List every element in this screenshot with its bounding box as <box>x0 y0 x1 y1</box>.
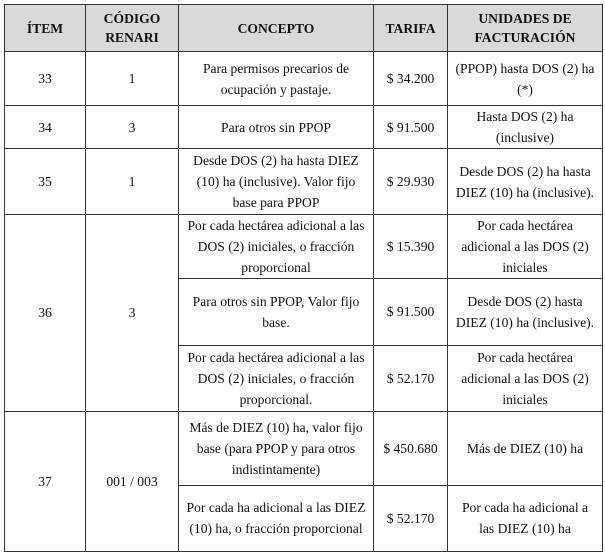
cell-codigo-merged: 001 / 003 <box>86 411 179 551</box>
cell-codigo-merged: 3 <box>86 215 179 411</box>
cell-unidades: Por cada ha adicional a las DIEZ (10) ha <box>448 485 603 551</box>
cell-unidades: Desde DOS (2) ha hasta DIEZ (10) ha (inclusive). <box>448 149 603 215</box>
header-item: ÍTEM <box>5 5 86 52</box>
cell-unidades: Más de DIEZ (10) ha <box>448 411 603 485</box>
cell-codigo: 1 <box>86 149 179 215</box>
table-row <box>5 52 603 106</box>
table-row <box>5 149 603 215</box>
header-codigo: CÓDIGO RENARI <box>86 5 179 52</box>
cell-tarifa: $ 34.200 <box>374 52 448 106</box>
header-unidades: UNIDADES DE FACTURACIÓN <box>448 5 603 52</box>
cell-unidades: (PPOP) hasta DOS (2) ha (*) <box>448 52 603 106</box>
cell-concepto: Para otros sin PPOP, Valor fijo base. <box>179 279 374 345</box>
cell-item: 34 <box>5 106 86 149</box>
cell-concepto: Para otros sin PPOP <box>179 106 374 149</box>
tariff-table <box>4 4 603 552</box>
cell-tarifa: $ 29.930 <box>374 149 448 215</box>
cell-codigo: 3 <box>86 106 179 149</box>
cell-tarifa: $ 91.500 <box>374 106 448 149</box>
cell-concepto: Para permisos precarios de ocupación y pastaje. <box>179 52 374 106</box>
cell-unidades: Por cada hectárea adicional a las DOS (2) iniciales <box>448 215 603 279</box>
cell-tarifa: $ 15.390 <box>374 215 448 279</box>
table-row <box>5 215 603 279</box>
cell-concepto: Por cada hectárea adicional a las DOS (2) iniciales, o fracción proporcional. <box>179 345 374 411</box>
cell-item: 33 <box>5 52 86 106</box>
cell-unidades: Por cada hectárea adicional a las DOS (2) iniciales <box>448 345 603 411</box>
cell-tarifa: $ 450.680 <box>374 411 448 485</box>
table-row <box>5 106 603 149</box>
cell-concepto: Más de DIEZ (10) ha, valor fijo base (para PPOP y para otros indistintamente) <box>179 411 374 485</box>
header-concepto: CONCEPTO <box>179 5 374 52</box>
cell-item: 35 <box>5 149 86 215</box>
cell-tarifa: $ 52.170 <box>374 345 448 411</box>
cell-unidades: Desde DOS (2) hasta DIEZ (10) ha (inclusive). <box>448 279 603 345</box>
header-row <box>5 5 603 52</box>
cell-item-merged: 37 <box>5 411 86 551</box>
cell-concepto: Desde DOS (2) ha hasta DIEZ (10) ha (inclusive). Valor fijo base para PPOP <box>179 149 374 215</box>
cell-tarifa: $ 91.500 <box>374 279 448 345</box>
cell-codigo: 1 <box>86 52 179 106</box>
cell-unidades: Hasta DOS (2) ha (inclusive) <box>448 106 603 149</box>
table-row <box>5 411 603 485</box>
cell-tarifa: $ 52.170 <box>374 485 448 551</box>
cell-concepto: Por cada ha adicional a las DIEZ (10) ha, o fracción proporcional <box>179 485 374 551</box>
cell-item-merged: 36 <box>5 215 86 411</box>
cell-concepto: Por cada hectárea adicional a las DOS (2) iniciales, o fracción proporcional <box>179 215 374 279</box>
header-tarifa: TARIFA <box>374 5 448 52</box>
